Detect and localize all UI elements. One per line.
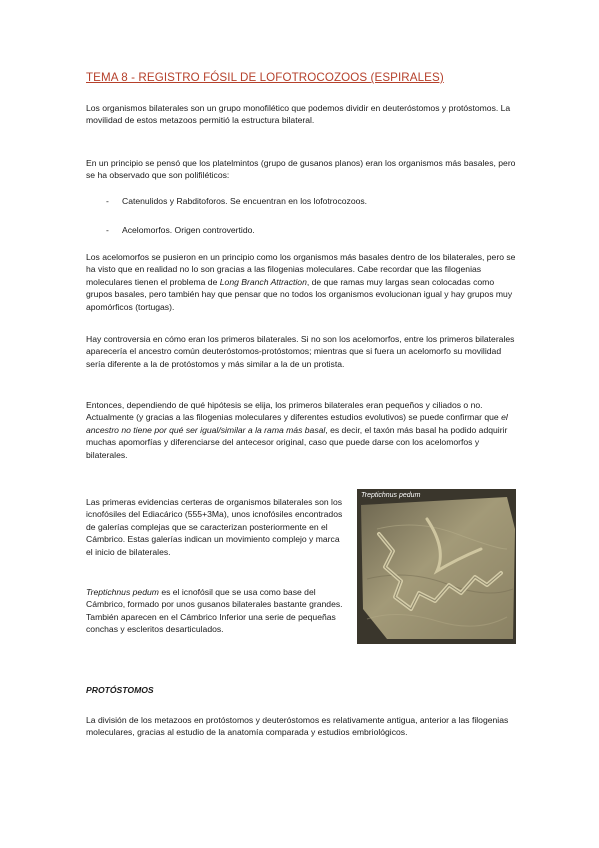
paragraph-division-metazoos: La división de los metazoos en protóstomos y deuteróstomos es relativamente antigua, anterior a las filogenias moleculares, gracias al estudio de la anatomía comparada y estudios embriológicos.: [86, 715, 509, 738]
paragraph-acelomorfos: Los acelomorfos se pusieron en un principio como los organismos más basales dentro de los bilaterales, pero se ha visto que en realidad no lo son gracias a las filogenias moleculares. Cabe recordar que las filogenias moleculares tienen el problema de Long Branch Attraction, de que ramas muy largas sean colocadas como grupos basales, pero también hay que pensar que no todos los organismos evolucionan igual y hay grupos muy apomórficos (tortugas).: [86, 252, 516, 312]
fossil-image: [357, 489, 516, 644]
paragraph-controversia: Hay controversia en cómo eran los primeros bilaterales. Si no son los acelomorfos, entre los primeros bilaterales aparecería el ancestro común deuteróstomos-protóstomos; mientras que si fuera un acelomorfo su movilidad sería diferente a la de protóstomos y más similar a la de un protista.: [86, 334, 515, 369]
page-title: TEMA 8 - REGISTRO FÓSIL DE LOFOTROCOZOOS (ESPIRALES): [86, 71, 444, 84]
fossil-photo: [357, 489, 516, 644]
bullet-text-2: Acelomorfos. Origen controvertido.: [122, 225, 255, 235]
figure-caption: Treptichnus pedum: [361, 492, 421, 499]
bullet-item-2: - Acelomorfos. Origen controvertido.: [106, 225, 255, 235]
bullet-text-1: Catenulidos y Rabditoforos. Se encuentran en los lofotrocozoos.: [122, 196, 368, 206]
bullet-item-1: - Catenulidos y Rabditoforos. Se encuentran en los lofotrocozoos.: [106, 196, 368, 206]
paragraph-hipotesis: Entonces, dependiendo de qué hipótesis se elija, los primeros bilaterales eran pequeños y ciliados o no. Actualmente (y gracias a las filogenias moleculares y diferentes estudios evolutivos) se puede confirmar que el ancestro no tiene por qué ser igual/similar a la rama más basal, es decir, el taxón más basal ha podido adquirir muchas apomorfías y diferenciarse del antecesor original, caso que puede darse con los acelomorfos y bilaterales.: [86, 400, 508, 460]
term-long-branch: Long Branch Attraction: [219, 276, 307, 287]
paragraph-bilaterales: Los organismos bilaterales son un grupo monofilético que podemos dividir en deuteróstomos y protóstomos. La movilidad de estos metazoos permitió la estructura bilateral.: [86, 103, 511, 126]
section-heading-protostomos: PROTÓSTOMOS: [86, 685, 154, 695]
term-ancestro: el ancestro no tiene por qué ser igual/similar a la rama más basal: [86, 412, 508, 435]
term-treptichnus: Treptichnus pedum: [86, 587, 159, 597]
paragraph-treptichnus: Treptichnus pedum es el icnofósil que se usa como base del Cámbrico, formado por unos gusanos bilaterales bastante grandes. También aparecen en el Cámbrico Inferior una serie de pequeñas conchas y escleritos desarticulados.: [86, 587, 343, 635]
paragraph-icnofosiles: Las primeras evidencias certeras de organismos bilaterales son los icnofósiles del Ediacárico (555+3Ma), unos icnofósiles encontrados de galerías complejas que se caracterizan posteriormente en el Cámbrico. Estas galerías indican un movimiento complejo y marca el inicio de bilaterales.: [86, 497, 343, 557]
paragraph-platelmintos: En un principio se pensó que los platelmintos (grupo de gusanos planos) eran los organismos más basales, pero se ha observado que son polifiléticos:: [86, 158, 516, 181]
